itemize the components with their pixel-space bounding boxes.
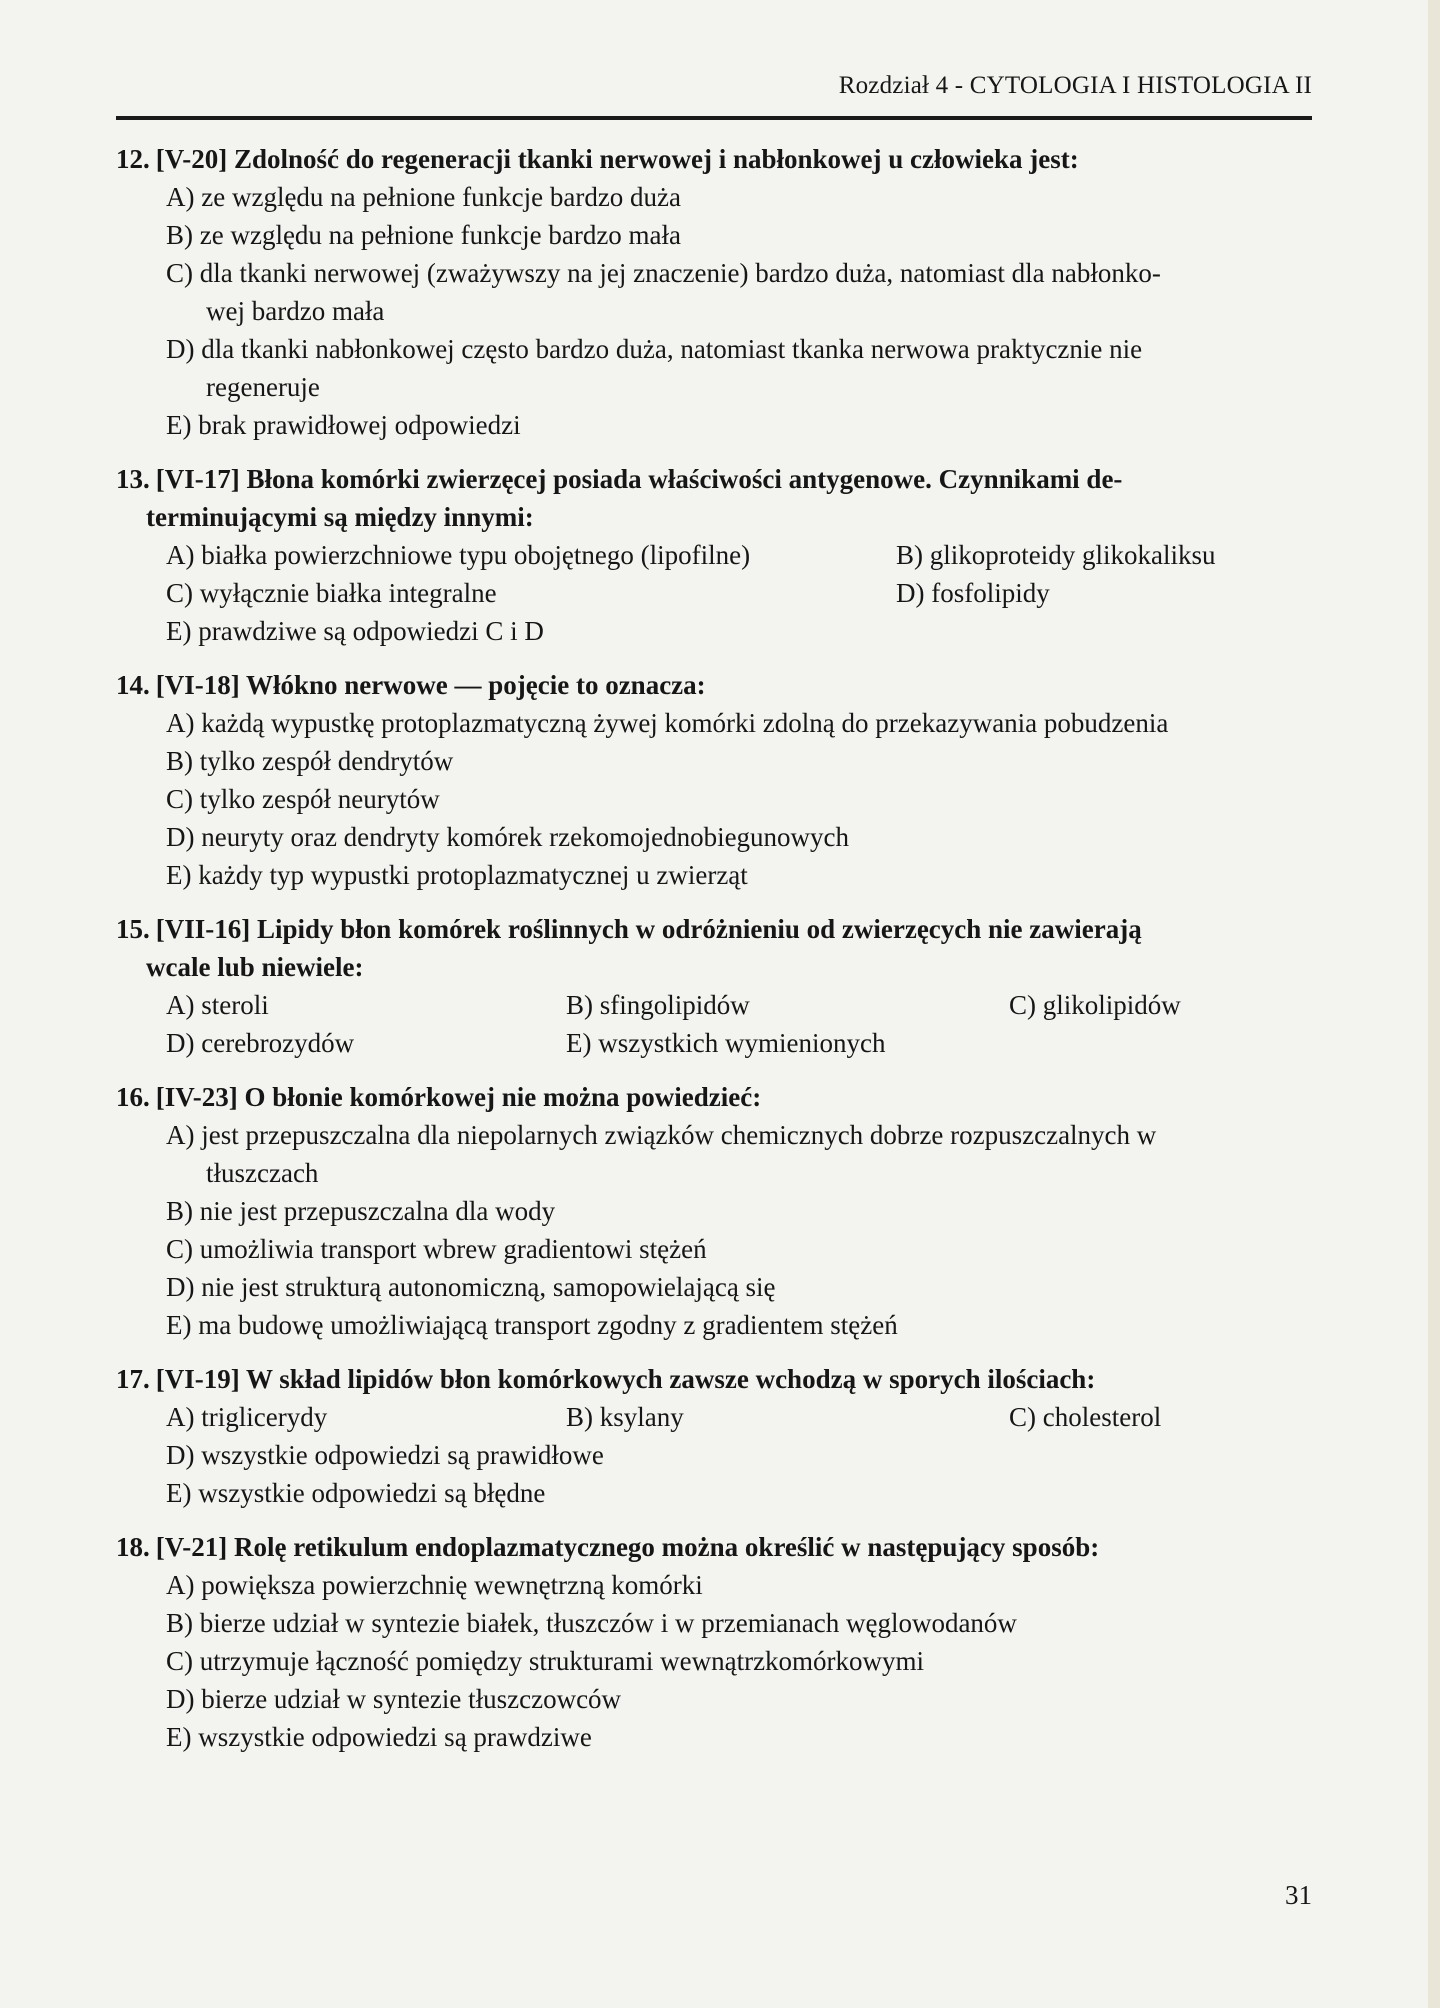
header-rule — [116, 116, 1312, 120]
option-d: D) wszystkie odpowiedzi są prawidłowe — [166, 1440, 604, 1470]
page-edge — [1428, 0, 1440, 2008]
question-number: 17. — [116, 1364, 150, 1394]
question-title — [116, 1078, 1316, 1116]
option-a: A) ze względu na pełnione funkcje bardzo duża — [166, 182, 682, 212]
question-text: [VI-18] Włókno nerwowe — pojęcie to oznacza: — [155, 670, 706, 700]
question-12 — [116, 140, 1316, 444]
question-17 — [116, 1360, 1316, 1512]
option-d: D) neuryty oraz dendryty komórek rzekomojednobiegunowych — [166, 822, 850, 852]
option-row — [116, 986, 1316, 1024]
question-title — [116, 1528, 1316, 1566]
option-e: E) wszystkich wymienionych — [566, 1028, 886, 1058]
option-continuation: wej bardzo mała — [206, 296, 385, 326]
question-18 — [116, 1528, 1316, 1756]
question-title — [116, 460, 1316, 536]
question-text: [V-20] Zdolność do regeneracji tkanki nerwowej i nabłonkowej u człowieka jest: — [155, 144, 1079, 174]
question-number: 15. — [116, 914, 150, 944]
option-b: B) tylko zespół dendrytów — [166, 746, 454, 776]
option-b: B) bierze udział w syntezie białek, tłuszczów i w przemianach węglowodanów — [166, 1608, 1017, 1638]
question-title — [116, 666, 1316, 704]
option-b: B) ksylany — [566, 1402, 684, 1432]
option-text: A) jest przepuszczalna dla niepolarnych związków chemicznych dobrze rozpuszczalnych w — [166, 1120, 1157, 1150]
option-e: E) wszystkie odpowiedzi są prawdziwe — [166, 1722, 592, 1752]
option-a: A) każdą wypustkę protoplazmatyczną żywej komórki zdolną do przekazywania pobudzenia — [166, 708, 1169, 738]
option-continuation: tłuszczach — [206, 1158, 319, 1188]
option-d: D) fosfolipidy — [896, 578, 1050, 608]
option-c: C) wyłącznie białka integralne — [166, 578, 497, 608]
question-16 — [116, 1078, 1316, 1344]
option-row — [116, 574, 1316, 612]
option-e: E) ma budowę umożliwiającą transport zgodny z gradientem stężeń — [166, 1310, 898, 1340]
question-number: 18. — [116, 1532, 150, 1562]
option-c — [116, 254, 1316, 330]
question-text: [V-21] Rolę retikulum endoplazmatycznego można określić w następujący sposób: — [155, 1532, 1100, 1562]
option-d — [116, 330, 1316, 406]
option-continuation: regeneruje — [206, 372, 320, 402]
option-e: E) wszystkie odpowiedzi są błędne — [166, 1478, 546, 1508]
option-b: B) glikoproteidy glikokaliksu — [896, 540, 1216, 570]
option-e: E) każdy typ wypustki protoplazmatycznej u zwierząt — [166, 860, 748, 890]
option-c: C) umożliwia transport wbrew gradientowi stężeń — [166, 1234, 707, 1264]
page-number: 31 — [1285, 1880, 1312, 1910]
option-b: B) sfingolipidów — [566, 990, 750, 1020]
question-title — [116, 910, 1316, 986]
option-text: D) dla tkanki nabłonkowej często bardzo duża, natomiast tkanka nerwowa praktycznie nie — [166, 334, 1143, 364]
question-number: 16. — [116, 1082, 150, 1112]
option-e: E) brak prawidłowej odpowiedzi — [166, 410, 521, 440]
question-number: 12. — [116, 144, 150, 174]
option-a: A) białka powierzchniowe typu obojętnego (lipofilne) — [166, 540, 751, 570]
option-e: E) prawdziwe są odpowiedzi C i D — [166, 616, 544, 646]
option-d: D) bierze udział w syntezie tłuszczowców — [166, 1684, 622, 1714]
header-title: Rozdział 4 - CYTOLOGIA I HISTOLOGIA II — [838, 72, 1312, 99]
question-number: 14. — [116, 670, 150, 700]
question-title — [116, 1360, 1316, 1398]
option-a: A) triglicerydy — [166, 1402, 328, 1432]
question-text-continuation: terminującymi są między innymi: — [146, 502, 534, 532]
option-row — [116, 536, 1316, 574]
question-13 — [116, 460, 1316, 650]
question-text: [VII-16] Lipidy błon komórek roślinnych w odróżnieniu od zwierzęcych nie zawierają — [155, 914, 1142, 944]
option-c: C) glikolipidów — [1009, 990, 1181, 1020]
option-text: C) dla tkanki nerwowej (zważywszy na jej znaczenie) bardzo duża, natomiast dla nabłonko- — [166, 258, 1161, 288]
option-row — [116, 1398, 1316, 1436]
option-a: A) powiększa powierzchnię wewnętrzną komórki — [166, 1570, 703, 1600]
option-row — [116, 1024, 1316, 1062]
option-d: D) cerebrozydów — [166, 1028, 355, 1058]
question-list — [116, 140, 1316, 1772]
question-title — [116, 140, 1316, 178]
question-text: [VI-19] W skład lipidów błon komórkowych zawsze wchodzą w sporych ilościach: — [155, 1364, 1096, 1394]
question-text: [IV-23] O błonie komórkowej nie można powiedzieć: — [155, 1082, 762, 1112]
option-c: C) tylko zespół neurytów — [166, 784, 440, 814]
option-b: B) ze względu na pełnione funkcje bardzo mała — [166, 220, 682, 250]
question-14 — [116, 666, 1316, 894]
option-b: B) nie jest przepuszczalna dla wody — [166, 1196, 556, 1226]
option-a — [116, 1116, 1316, 1192]
question-number: 13. — [116, 464, 150, 494]
question-text-continuation: wcale lub niewiele: — [146, 952, 364, 982]
question-15 — [116, 910, 1316, 1062]
option-a: A) steroli — [166, 990, 269, 1020]
page-header — [116, 66, 1312, 122]
option-c: C) utrzymuje łączność pomiędzy strukturami wewnątrzkomórkowymi — [166, 1646, 925, 1676]
option-d: D) nie jest strukturą autonomiczną, samopowielającą się — [166, 1272, 776, 1302]
option-c: C) cholesterol — [1009, 1402, 1162, 1432]
question-text: [VI-17] Błona komórki zwierzęcej posiada właściwości antygenowe. Czynnikami de- — [155, 464, 1123, 494]
